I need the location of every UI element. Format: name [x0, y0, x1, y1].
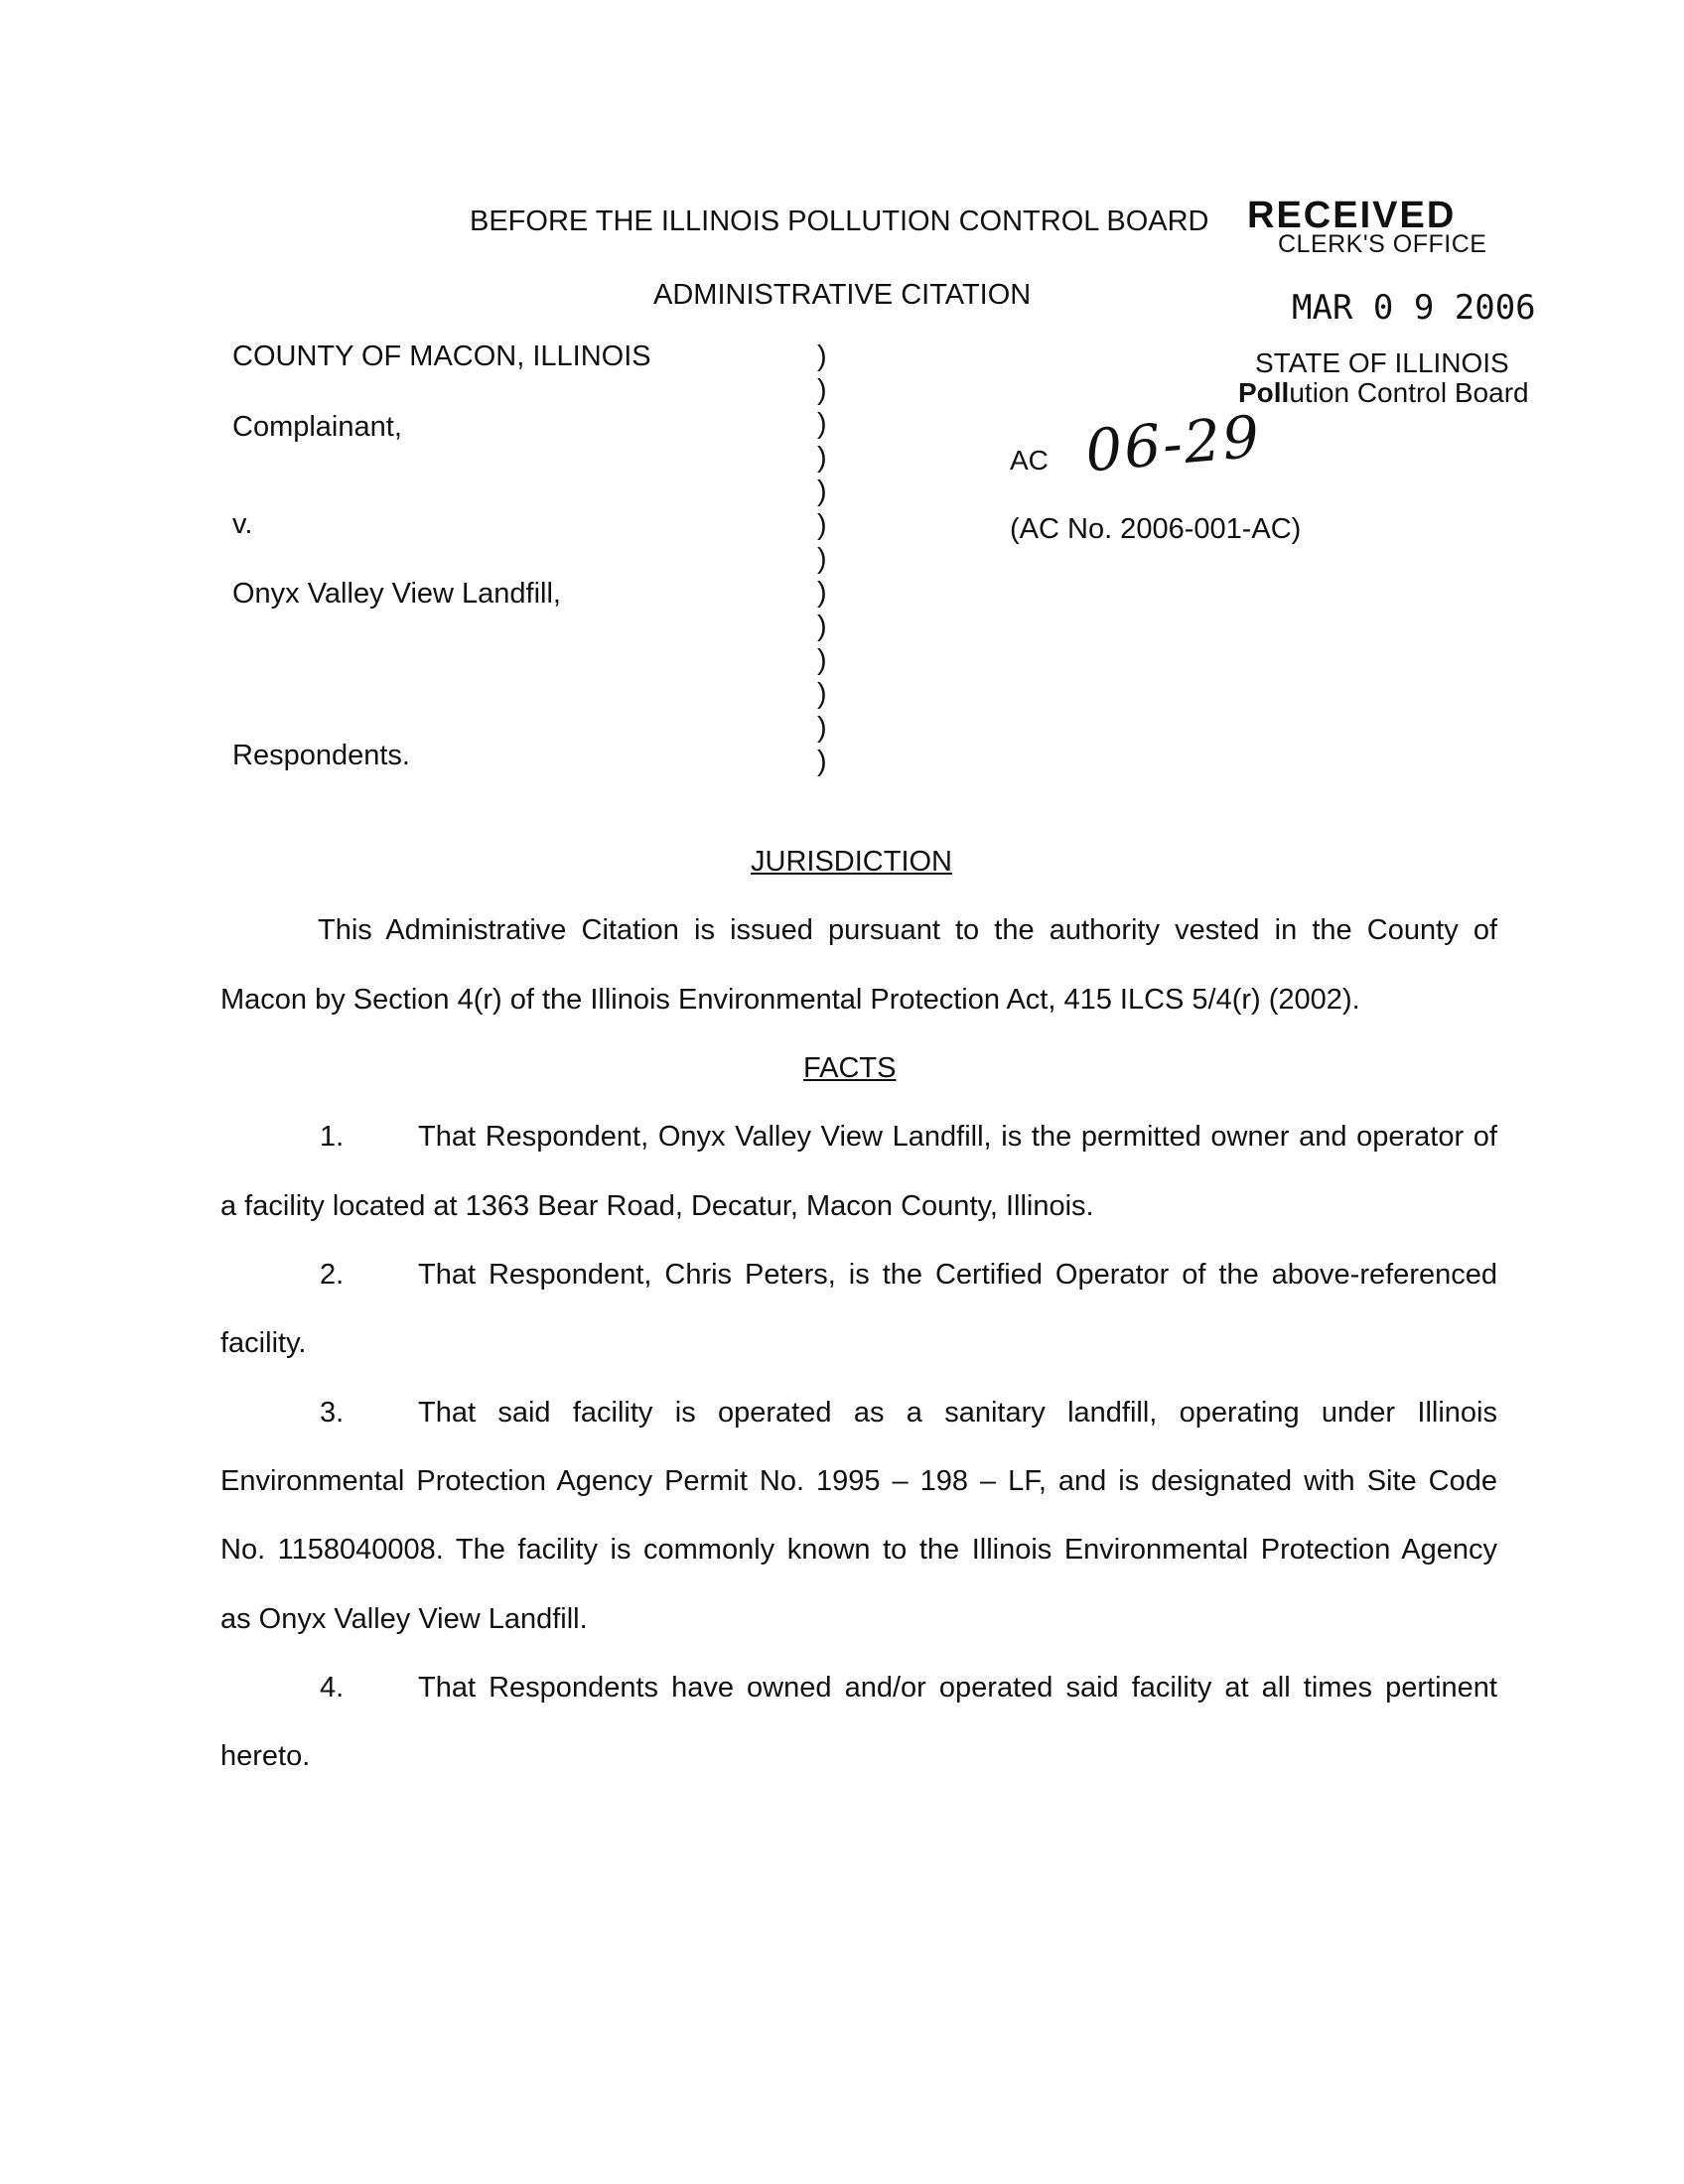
stamp-board-line [1238, 378, 1529, 408]
stamp-board-rest: ution Control Board [1289, 377, 1529, 408]
caption-versus: v. [232, 508, 253, 540]
caption-paren: ) [817, 678, 827, 710]
stamp-date: MAR 0 9 2006 [1292, 288, 1536, 328]
jurisdiction-heading: JURISDICTION [751, 846, 952, 878]
caption-paren: ) [817, 374, 827, 406]
caption-paren: ) [817, 611, 827, 642]
fact-number: 3. [320, 1397, 345, 1429]
fact-text: That Respondents have owned and/or operated said facility at all times pertinent [418, 1672, 1497, 1704]
fact-text: a facility located at 1363 Bear Road, Decatur, Macon County, Illinois. [220, 1190, 1094, 1222]
caption-respondent-name: Onyx Valley View Landfill, [232, 578, 561, 610]
jurisdiction-text: This Administrative Citation is issued pursuant to the authority vested in the County of [318, 914, 1497, 946]
fact-number: 2. [320, 1259, 345, 1291]
ac-case-number: (AC No. 2006-001-AC) [1010, 513, 1302, 545]
stamp-board-bold: Poll [1238, 377, 1290, 408]
jurisdiction-text: Macon by Section 4(r) of the Illinois Environmental Protection Act, 415 ILCS 5/4(r) (2002). [220, 984, 1360, 1016]
caption-paren: ) [817, 577, 827, 609]
page-subheading: ADMINISTRATIVE CITATION [653, 279, 1032, 311]
caption-complainant: Complainant, [232, 411, 402, 443]
facts-heading: FACTS [803, 1052, 897, 1084]
caption-respondents: Respondents. [232, 740, 410, 771]
fact-number: 4. [320, 1672, 345, 1704]
fact-text: No. 1158040008. The facility is commonly known to the Illinois Environmental Protection Agency [220, 1534, 1497, 1566]
fact-text: as Onyx Valley View Landfill. [220, 1603, 588, 1635]
fact-text: facility. [220, 1327, 307, 1359]
clerks-office-stamp: CLERK'S OFFICE [1278, 230, 1487, 258]
fact-number: 1. [320, 1121, 345, 1153]
ac-handwritten-number: 06-29 [1082, 402, 1264, 485]
caption-paren: ) [817, 442, 827, 474]
caption-paren: ) [817, 341, 827, 372]
fact-text: hereto. [220, 1740, 311, 1772]
fact-text: That Respondent, Chris Peters, is the Certified Operator of the above-referenced [418, 1259, 1497, 1291]
caption-paren: ) [817, 509, 827, 541]
fact-text: That Respondent, Onyx Valley View Landfill, is the permitted owner and operator of [418, 1121, 1497, 1153]
fact-text: That said facility is operated as a sanitary landfill, operating under Illinois [418, 1397, 1497, 1429]
page-heading: BEFORE THE ILLINOIS POLLUTION CONTROL BOARD [470, 205, 1209, 237]
caption-paren: ) [817, 408, 827, 440]
stamp-state-line: STATE OF ILLINOIS [1255, 347, 1509, 378]
caption-paren: ) [817, 746, 827, 777]
caption-county: COUNTY OF MACON, ILLINOIS [232, 341, 651, 372]
ac-label: AC [1010, 445, 1049, 476]
caption-paren: ) [817, 476, 827, 507]
received-stamp: RECEIVED [1247, 195, 1457, 236]
caption-paren: ) [817, 644, 827, 676]
caption-paren: ) [817, 712, 827, 744]
fact-text: Environmental Protection Agency Permit No. 1995 – 198 – LF, and is designated with Site Code [220, 1465, 1497, 1497]
caption-paren: ) [817, 543, 827, 575]
